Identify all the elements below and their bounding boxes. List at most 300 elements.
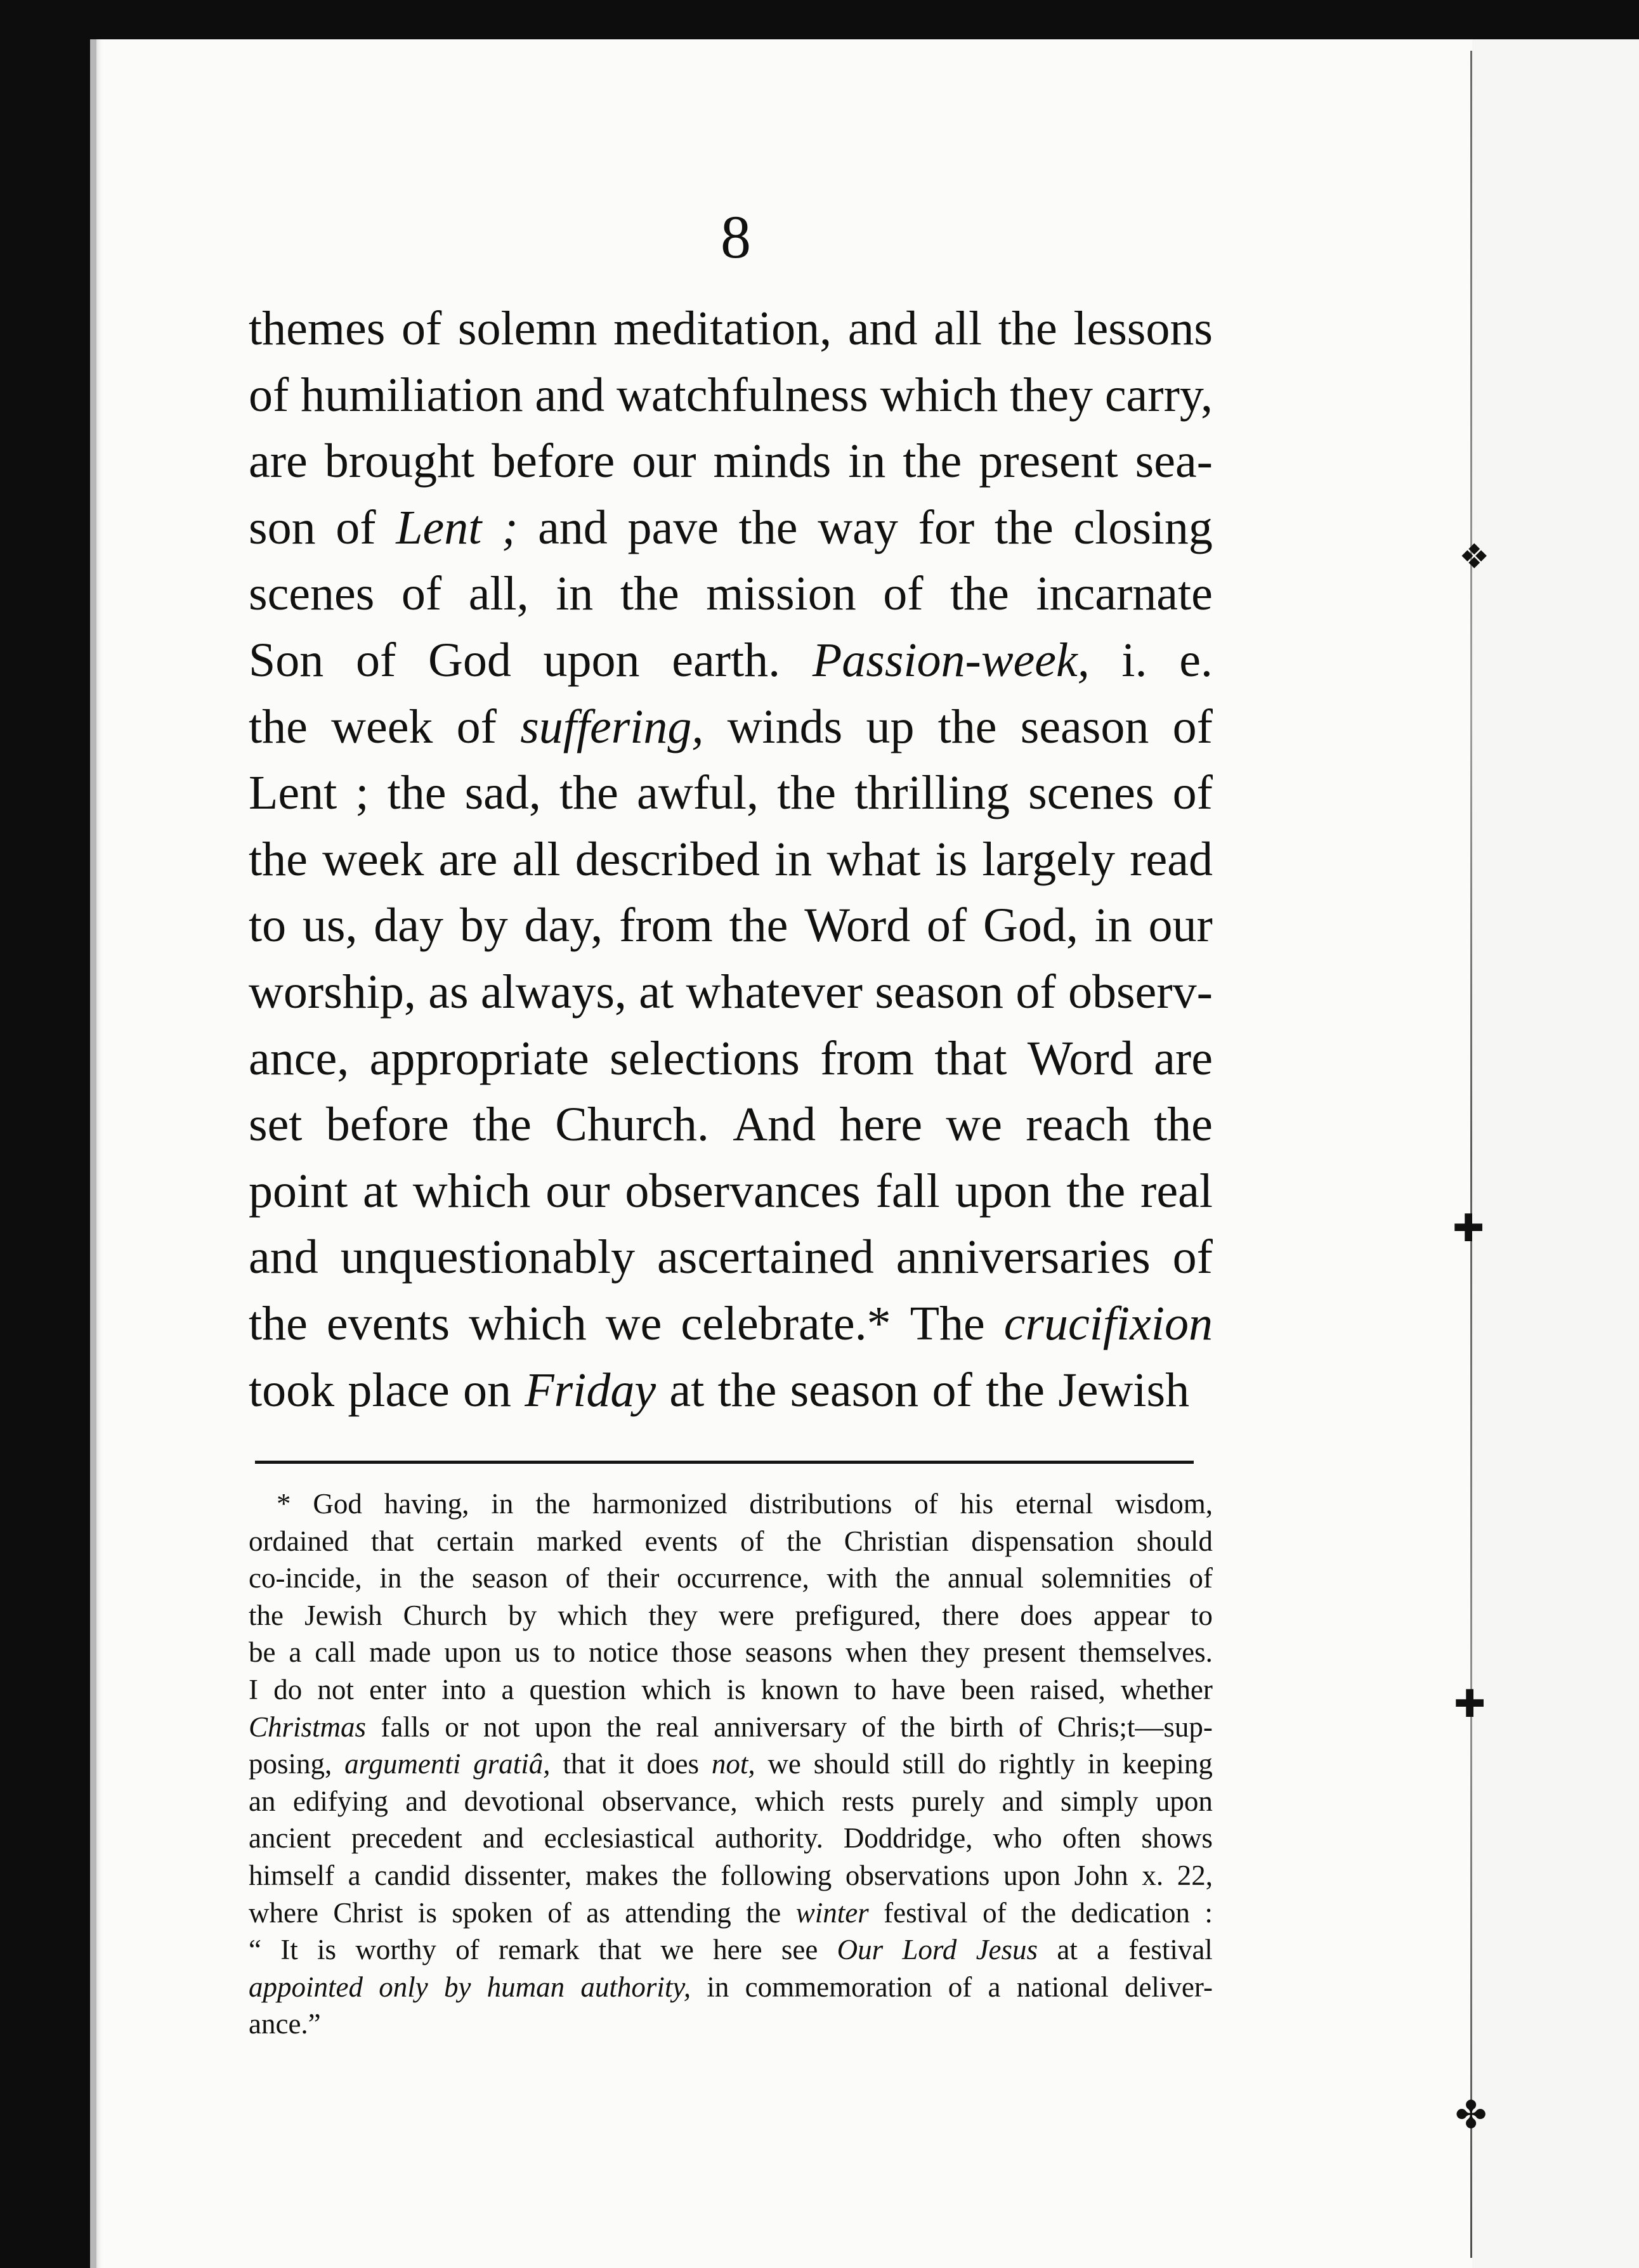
word: argumenti	[344, 1748, 461, 1780]
word: as	[586, 1896, 610, 1929]
word: thrilling	[854, 766, 1010, 820]
word: marked	[537, 1525, 623, 1557]
word: it	[618, 1748, 634, 1780]
word: appropriate	[369, 1031, 589, 1085]
footnote-line	[249, 1745, 1213, 1783]
word: place	[348, 1363, 450, 1417]
word: they	[648, 1599, 698, 1631]
word: ancient	[249, 1822, 331, 1854]
word: which	[558, 1599, 628, 1631]
footnote-line	[249, 1671, 1213, 1709]
margin-mark-icon: ✚	[1453, 1206, 1485, 1251]
word: call	[315, 1636, 356, 1669]
body-line	[249, 959, 1213, 1026]
word: to	[854, 1673, 877, 1705]
word: awful,	[636, 766, 759, 820]
word: of	[740, 1525, 764, 1557]
word: Friday	[525, 1363, 656, 1417]
word: the	[1066, 1164, 1126, 1218]
word: the	[998, 302, 1057, 355]
word: and	[249, 1230, 318, 1284]
word: Jewish	[304, 1599, 382, 1631]
word: observ-	[1068, 965, 1213, 1019]
word: all	[934, 302, 983, 355]
word: in	[1094, 899, 1132, 953]
word: by	[443, 1971, 471, 2003]
word: ;	[355, 766, 369, 820]
word: should	[813, 1748, 890, 1780]
word: winds	[727, 700, 843, 753]
word: were	[719, 1599, 774, 1631]
word: carry,	[1104, 368, 1213, 422]
word: we	[767, 1748, 801, 1780]
word: present	[979, 434, 1118, 488]
word: are	[249, 434, 308, 488]
word: from	[820, 1031, 914, 1085]
word: Church	[403, 1599, 488, 1631]
word: incarnate	[1036, 567, 1213, 621]
word: raised,	[1030, 1673, 1106, 1705]
word: Word	[804, 899, 911, 953]
word: they	[1010, 368, 1093, 422]
word: have	[891, 1673, 946, 1705]
word: precedent	[351, 1822, 462, 1854]
word: of	[1172, 700, 1213, 753]
word: solemnities	[1041, 1562, 1172, 1594]
word: here	[713, 1934, 762, 1966]
word: which	[412, 1164, 531, 1218]
word: the	[937, 700, 997, 753]
word: minds	[713, 434, 832, 488]
word: events	[644, 1525, 718, 1557]
word: of	[1018, 1711, 1043, 1743]
body-line	[249, 296, 1213, 362]
word: at	[639, 965, 674, 1019]
word: season	[471, 1562, 548, 1594]
word: an	[249, 1785, 276, 1817]
word: Christmas	[249, 1711, 367, 1743]
word: earth.	[672, 633, 781, 687]
word: in	[556, 567, 594, 621]
word: of	[883, 567, 924, 621]
word: Word	[1027, 1031, 1133, 1085]
word: himself	[249, 1859, 334, 1891]
footnote-line	[249, 1931, 1213, 1969]
footnote-line	[249, 1857, 1213, 1894]
word: candid	[374, 1859, 451, 1891]
word: deliver-	[1124, 1971, 1213, 2003]
word: God	[428, 633, 511, 687]
word: of	[926, 899, 967, 953]
word: Jesus	[976, 1934, 1038, 1966]
word: following	[721, 1859, 832, 1891]
word: a	[988, 1971, 1001, 2003]
word: is	[417, 1896, 437, 1929]
word: season	[1020, 700, 1149, 753]
word: the	[1154, 1098, 1213, 1152]
word: gratiâ,	[473, 1748, 551, 1780]
word: 22,	[1177, 1859, 1213, 1891]
word: that	[934, 1031, 1007, 1085]
footnote-line	[249, 1709, 1213, 1746]
word: Lord	[902, 1934, 957, 1966]
word: real	[656, 1711, 699, 1743]
word: having,	[384, 1488, 469, 1520]
word: the	[672, 1859, 707, 1891]
word: which	[641, 1673, 712, 1705]
body-line	[249, 1357, 1213, 1424]
word: sad,	[464, 766, 541, 820]
word: of	[547, 1896, 571, 1929]
word: rests	[842, 1785, 894, 1817]
word: festival	[884, 1896, 968, 1929]
footnote-line	[249, 1894, 1213, 1932]
word: a	[289, 1636, 302, 1669]
word: appear	[1093, 1599, 1170, 1631]
word: do	[273, 1673, 303, 1705]
word: anniversaries	[896, 1230, 1151, 1284]
word: are	[1154, 1031, 1213, 1085]
word: who	[993, 1822, 1042, 1854]
word: John	[1074, 1859, 1128, 1891]
body-line	[249, 760, 1213, 826]
word: by	[508, 1599, 537, 1631]
word: attending	[625, 1896, 731, 1929]
word: posing,	[249, 1748, 332, 1780]
word: the	[950, 567, 1009, 621]
body-line	[249, 1224, 1213, 1291]
word: in	[1087, 1748, 1110, 1780]
word: Lent	[396, 500, 482, 554]
word: Passion-week,	[812, 633, 1090, 687]
word: and	[1002, 1785, 1043, 1817]
word: falls	[381, 1711, 430, 1743]
word: not,	[711, 1748, 755, 1780]
word: described	[575, 832, 760, 886]
word: i.	[1121, 633, 1147, 687]
word: is	[726, 1673, 746, 1705]
word: week	[322, 832, 424, 886]
word: they	[920, 1636, 970, 1669]
body-line	[249, 892, 1213, 959]
word: of	[932, 1363, 972, 1417]
word: *	[277, 1488, 291, 1520]
word: season	[875, 965, 1003, 1019]
word: the	[900, 1711, 936, 1743]
word: of	[355, 633, 396, 687]
word: at	[363, 1164, 398, 1218]
word: in	[848, 434, 886, 488]
word: always,	[480, 965, 627, 1019]
word: and	[482, 1822, 524, 1854]
word: we	[660, 1934, 694, 1966]
word: not	[317, 1673, 354, 1705]
word: pave	[627, 500, 719, 554]
word: the	[249, 832, 308, 886]
word: human	[486, 1971, 565, 2003]
word: to	[249, 899, 287, 953]
word: purely	[911, 1785, 985, 1817]
word: the	[559, 766, 618, 820]
word: do	[957, 1748, 986, 1780]
footnote-line	[249, 1485, 1213, 1523]
body-line	[249, 428, 1213, 495]
word: prefigured,	[795, 1599, 922, 1631]
gutter-line	[1470, 51, 1472, 2258]
word: does	[1020, 1599, 1073, 1631]
word: Church.	[555, 1098, 709, 1152]
word: e.	[1179, 633, 1213, 687]
word: edifying	[292, 1785, 388, 1817]
word: co-incide,	[249, 1562, 362, 1594]
word: in	[707, 1971, 729, 2003]
word: their	[606, 1562, 660, 1594]
word: at	[1057, 1934, 1078, 1966]
word: makes	[585, 1859, 658, 1891]
word: watchfulness	[616, 368, 868, 422]
body-line	[249, 362, 1213, 429]
word: of	[1172, 766, 1213, 820]
word: scenes	[1028, 766, 1154, 820]
body-line	[249, 561, 1213, 627]
word: notice	[589, 1636, 658, 1669]
word: the	[535, 1488, 571, 1520]
word: sea-	[1135, 434, 1213, 488]
word: themes	[249, 302, 386, 355]
word: of	[861, 1711, 886, 1743]
word: appointed	[249, 1971, 363, 2003]
word: what	[826, 832, 921, 886]
footnote	[249, 1485, 1213, 2043]
word: enter	[369, 1673, 427, 1705]
body-text	[249, 296, 1213, 1423]
word: brought	[324, 434, 475, 488]
word: took	[249, 1363, 335, 1417]
word: ordained	[249, 1525, 349, 1557]
word: which	[880, 368, 998, 422]
word: week	[331, 700, 433, 753]
word: is	[935, 832, 968, 886]
word: national	[1016, 1971, 1109, 2003]
word: dispensation	[971, 1525, 1114, 1557]
word: upon	[955, 1164, 1052, 1218]
word: shows	[1141, 1822, 1213, 1854]
footnote-line	[249, 1969, 1213, 2006]
word: keeping	[1122, 1748, 1213, 1780]
word: “	[249, 1934, 261, 1966]
word: before	[325, 1098, 449, 1152]
word: ance,	[249, 1031, 349, 1085]
word: with	[826, 1562, 878, 1594]
word: and	[847, 302, 918, 355]
word: that	[598, 1934, 642, 1966]
footnote-line	[249, 1560, 1213, 1597]
word: that	[563, 1748, 606, 1780]
word: the	[903, 434, 962, 488]
word: of	[983, 1896, 1007, 1929]
word: the	[738, 500, 798, 554]
word: into	[441, 1673, 486, 1705]
body-line	[249, 1026, 1213, 1092]
word: worship,	[249, 965, 416, 1019]
word: whatever	[686, 965, 863, 1019]
word: lessons	[1073, 302, 1213, 355]
word: celebrate.*	[681, 1296, 891, 1350]
margin-mark-icon: ✚	[1454, 1682, 1486, 1726]
word: real	[1140, 1164, 1213, 1218]
word: at	[669, 1363, 705, 1417]
word: the	[606, 1711, 642, 1743]
word: Christian	[844, 1525, 949, 1557]
word: solemn	[457, 302, 597, 355]
word: closing	[1073, 500, 1213, 554]
word: of	[336, 500, 376, 554]
word: does	[646, 1748, 700, 1780]
body-line	[249, 627, 1213, 694]
word: read	[1130, 832, 1213, 886]
word: a	[348, 1859, 361, 1891]
body-line	[249, 826, 1213, 893]
word: to	[553, 1636, 576, 1669]
word: in	[491, 1488, 514, 1520]
body-line	[249, 1092, 1213, 1158]
word: The	[910, 1296, 985, 1350]
word: the	[620, 567, 679, 621]
word: for	[918, 500, 975, 554]
word: eternal	[1015, 1488, 1094, 1520]
word: the	[249, 1599, 284, 1631]
word: our	[545, 1164, 610, 1218]
word: upon	[444, 1636, 502, 1669]
word: the	[717, 1363, 777, 1417]
body-line	[249, 1291, 1213, 1357]
word: annual	[947, 1562, 1024, 1594]
word: seasons	[745, 1636, 833, 1669]
word: Our	[837, 1934, 884, 1966]
word: which	[755, 1785, 825, 1817]
word: God,	[983, 899, 1078, 953]
footnote-line	[249, 1634, 1213, 1671]
word: a	[1097, 1934, 1110, 1966]
word: in	[774, 832, 813, 886]
word: as	[428, 965, 469, 1019]
word: still	[902, 1748, 946, 1780]
word: of	[456, 700, 497, 753]
word: winter	[795, 1896, 869, 1929]
word: and	[538, 500, 608, 554]
word: the	[777, 766, 836, 820]
footnote-line	[249, 1597, 1213, 1634]
word: up	[866, 700, 915, 753]
word: us	[514, 1636, 540, 1669]
word: the	[994, 500, 1054, 554]
word: of	[948, 1971, 972, 2003]
word: there	[942, 1599, 1000, 1631]
body-line	[249, 1158, 1213, 1225]
word: in	[379, 1562, 402, 1594]
word: I	[249, 1673, 258, 1705]
word: present	[983, 1636, 1066, 1669]
word: of	[249, 368, 289, 422]
word: of	[401, 302, 442, 355]
word: upon	[534, 1711, 592, 1743]
footnote-line	[249, 1820, 1213, 1857]
word: the	[986, 1363, 1045, 1417]
word: us,	[302, 899, 358, 953]
word: the	[729, 899, 788, 953]
word: set	[249, 1098, 303, 1152]
word: which	[469, 1296, 587, 1350]
word: Chris;t—sup-	[1057, 1711, 1213, 1743]
word: the	[419, 1562, 455, 1594]
word: events	[326, 1296, 450, 1350]
word: made	[369, 1636, 431, 1669]
word: suffering,	[520, 700, 704, 753]
word: been	[960, 1673, 1015, 1705]
word: the	[249, 700, 308, 753]
word: festival	[1128, 1934, 1213, 1966]
word: of	[1015, 965, 1056, 1019]
word: worthy	[355, 1934, 436, 1966]
word: on	[462, 1363, 511, 1417]
word: rightly	[998, 1748, 1075, 1780]
word: It	[280, 1934, 298, 1966]
word: spoken	[452, 1896, 533, 1929]
word: crucifixion	[1003, 1296, 1213, 1350]
word: birth	[950, 1711, 1004, 1743]
footnote-rule	[255, 1461, 1194, 1464]
word: to	[1190, 1599, 1213, 1631]
word: of	[401, 567, 442, 621]
word: day	[374, 899, 443, 953]
word: observance,	[601, 1785, 738, 1817]
word: Doddridge,	[843, 1822, 973, 1854]
word: fall	[875, 1164, 940, 1218]
word: dissenter,	[464, 1859, 572, 1891]
word: meditation,	[613, 302, 832, 355]
word: the	[1021, 1896, 1057, 1929]
word: and	[405, 1785, 447, 1817]
word: those	[671, 1636, 732, 1669]
word: whether	[1120, 1673, 1213, 1705]
body-line	[249, 495, 1213, 561]
word: And	[733, 1098, 816, 1152]
word: :	[1205, 1896, 1213, 1929]
word: harmonized	[592, 1488, 728, 1520]
word: known	[761, 1673, 839, 1705]
word: x.	[1142, 1859, 1164, 1891]
word: of	[455, 1934, 480, 1966]
word: often	[1062, 1822, 1121, 1854]
word: scenes	[249, 567, 375, 621]
word: ;	[502, 500, 518, 554]
word: anniversary	[714, 1711, 847, 1743]
word: the	[387, 766, 447, 820]
word: themselves.	[1078, 1636, 1213, 1669]
word: see	[781, 1934, 818, 1966]
word: a	[501, 1673, 514, 1705]
word: not	[483, 1711, 520, 1743]
word: remark	[498, 1934, 580, 1966]
body-line	[249, 694, 1213, 760]
word: of	[1189, 1562, 1213, 1594]
word: when	[846, 1636, 908, 1669]
word: season	[790, 1363, 919, 1417]
page-number: 8	[721, 203, 751, 271]
word: ecclesiastical	[544, 1822, 695, 1854]
word: upon	[543, 633, 640, 687]
word: Son	[249, 633, 324, 687]
